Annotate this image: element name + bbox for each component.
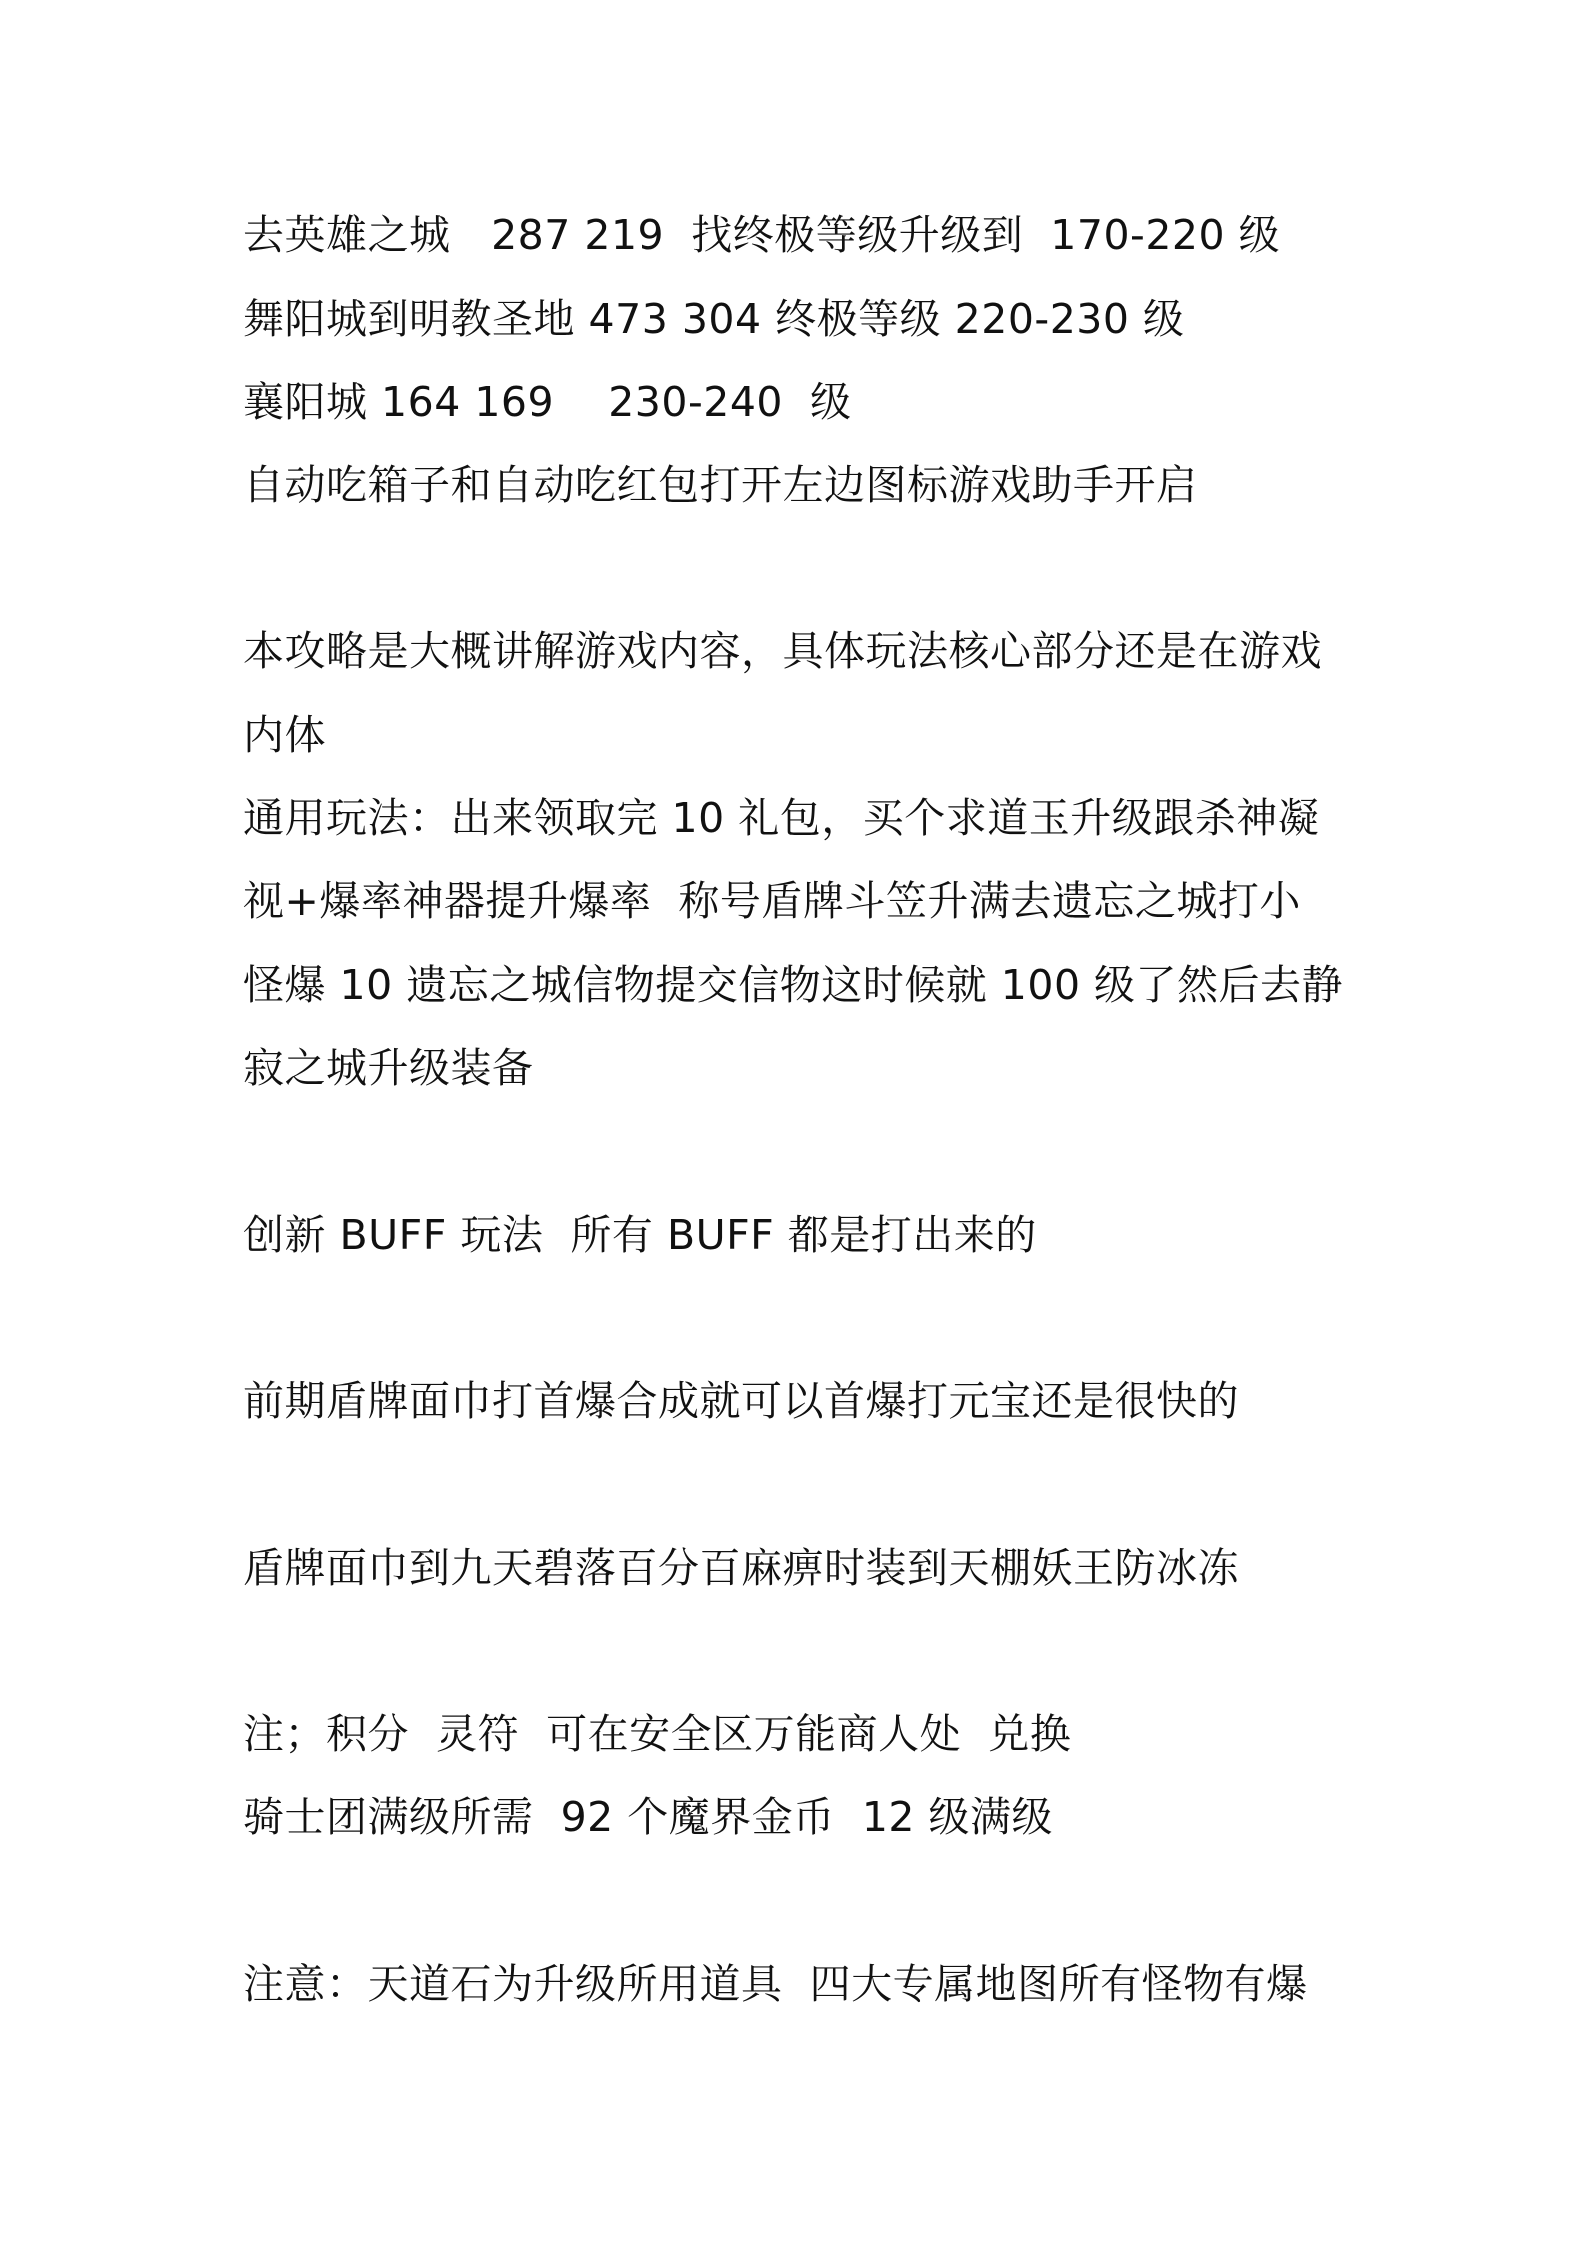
text-line-16: 注意：天道石为升级所用道具 四大专属地图所有怪物有爆 — [243, 1960, 1308, 2008]
text-line-1: 去英雄之城 287 219 找终极等级升级到 170-220 级 — [243, 211, 1281, 259]
text-line-3: 襄阳城 164 169 230-240 级 — [243, 378, 852, 426]
text-line-12: 前期盾牌面巾打首爆合成就可以首爆打元宝还是很快的 — [243, 1377, 1239, 1425]
text-line-7: 通用玩法：出来领取完 10 礼包，买个求道玉升级跟杀神凝 — [243, 794, 1320, 842]
text-line-10: 寂之城升级装备 — [243, 1044, 534, 1092]
text-line-2: 舞阳城到明教圣地 473 304 终极等级 220-230 级 — [243, 295, 1185, 343]
text-line-13: 盾牌面巾到九天碧落百分百麻痹时装到天棚妖王防冰冻 — [243, 1544, 1239, 1592]
text-line-5: 本攻略是大概讲解游戏内容，具体玩法核心部分还是在游戏 — [243, 627, 1322, 675]
text-line-9: 怪爆 10 遗忘之城信物提交信物这时候就 100 级了然后去静 — [243, 961, 1344, 1009]
text-line-11: 创新 BUFF 玩法 所有 BUFF 都是打出来的 — [243, 1211, 1037, 1259]
text-line-6: 内体 — [243, 711, 326, 759]
text-line-15: 骑士团满级所需 92 个魔界金币 12 级满级 — [243, 1793, 1054, 1841]
text-line-14: 注；积分 灵符 可在安全区万能商人处 兑换 — [243, 1710, 1072, 1758]
text-line-4: 自动吃箱子和自动吃红包打开左边图标游戏助手开启 — [243, 461, 1198, 509]
text-line-8: 视+爆率神器提升爆率 称号盾牌斗笠升满去遗忘之城打小 — [243, 877, 1301, 925]
